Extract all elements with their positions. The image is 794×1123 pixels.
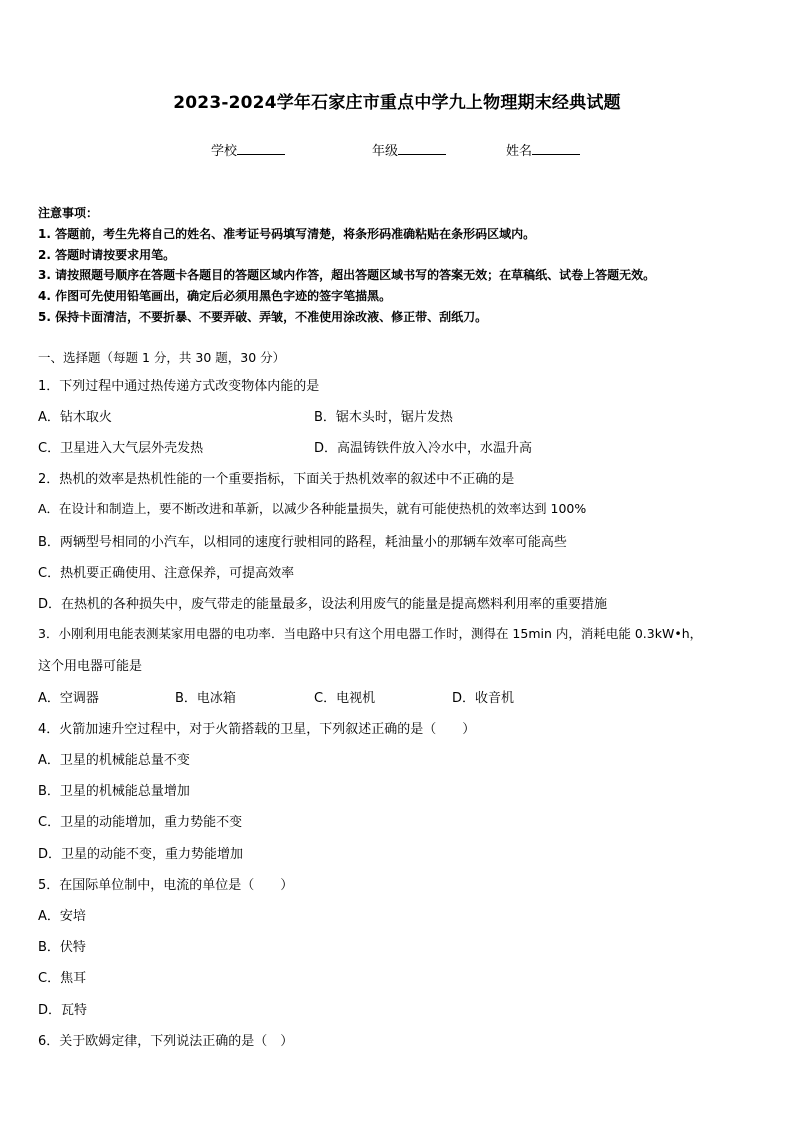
notice-item: 3. 请按照题号顺序在答题卡各题目的答题区域内作答，超出答题区域书写的答案无效；在草稿纸、试卷上答题无效。 <box>38 268 656 282</box>
option: C．卫星的动能增加，重力势能不变 <box>38 815 243 830</box>
grade-field <box>372 140 446 159</box>
option: A．钻木取火 <box>38 410 112 425</box>
school-label: 学校 <box>211 144 238 159</box>
question-stem: 4．火箭加速升空过程中，对于火箭搭载的卫星，下列叙述正确的是（ ） <box>38 722 476 737</box>
option: D．收音机 <box>452 691 515 706</box>
notice-heading: 注意事项： <box>38 206 99 220</box>
school-blank <box>237 142 285 155</box>
option: D．高温铸铁件放入冷水中，水温升高 <box>314 441 533 456</box>
notice-item: 5. 保持卡面清洁，不要折暴、不要弄破、弄皱，不准使用涂改液、修正带、刮纸刀。 <box>38 310 488 324</box>
option: A．空调器 <box>38 691 99 706</box>
option: B．卫星的机械能总量增加 <box>38 784 190 799</box>
grade-label: 年级 <box>372 144 399 159</box>
question-stem: 1．下列过程中通过热传递方式改变物体内能的是 <box>38 379 320 394</box>
option: A．卫星的机械能总量不变 <box>38 753 190 768</box>
name-field <box>506 140 580 159</box>
option: C．热机要正确使用、注意保养，可提高效率 <box>38 566 295 581</box>
option: C．卫星进入大气层外壳发热 <box>38 441 204 456</box>
option: D．在热机的各种损失中，废气带走的能量最多，设法利用废气的能量是提高燃料利用率的重要措施 <box>38 597 608 612</box>
option: D．卫星的动能不变，重力势能增加 <box>38 847 244 862</box>
page-title: 2023-2024学年石家庄市重点中学九上物理期末经典试题 <box>173 93 621 113</box>
section-heading: 一、选择题（每题 1 分，共 30 题，30 分） <box>38 350 286 365</box>
question-stem: 2．热机的效率是热机性能的一个重要指标，下面关于热机效率的叙述中不正确的是 <box>38 472 515 487</box>
option: B．两辆型号相同的小汽车，以相同的速度行驶相同的路程，耗油量小的那辆车效率可能高些 <box>38 535 567 550</box>
notice-item: 4. 作图可先使用铅笔画出，确定后必须用黑色字迹的签字笔描黑。 <box>38 289 392 303</box>
option: A．安培 <box>38 909 86 924</box>
option: A．在设计和制造上，要不断改进和革新，以减少各种能量损失，就有可能使热机的效率达到 100% <box>38 501 587 516</box>
option: B．伏特 <box>38 940 86 955</box>
name-blank <box>532 142 580 155</box>
school-field <box>211 140 285 159</box>
option: D．瓦特 <box>38 1003 88 1018</box>
question-stem: 6．关于欧姆定律，下列说法正确的是（ ） <box>38 1034 294 1049</box>
question-stem: 3．小刚利用电能表测某家用电器的电功率．当电路中只有这个用电器工作时，测得在 15min 内，消耗电能 0.3kW•h， <box>38 626 703 641</box>
notice-item: 1. 答题前，考生先将自己的姓名、准考证号码填写清楚，将条形码准确粘贴在条形码区域内。 <box>38 227 536 241</box>
question-stem-continued: 这个用电器可能是 <box>38 659 143 674</box>
question-stem: 5．在国际单位制中，电流的单位是（ ） <box>38 878 294 893</box>
notice-item: 2. 答题时请按要求用笔。 <box>38 248 176 262</box>
name-label: 姓名 <box>506 144 533 159</box>
option: C．焦耳 <box>38 971 87 986</box>
option: C．电视机 <box>314 691 376 706</box>
option: B．电冰箱 <box>175 691 236 706</box>
grade-blank <box>398 142 446 155</box>
option: B．锯木头时，锯片发热 <box>314 410 453 425</box>
